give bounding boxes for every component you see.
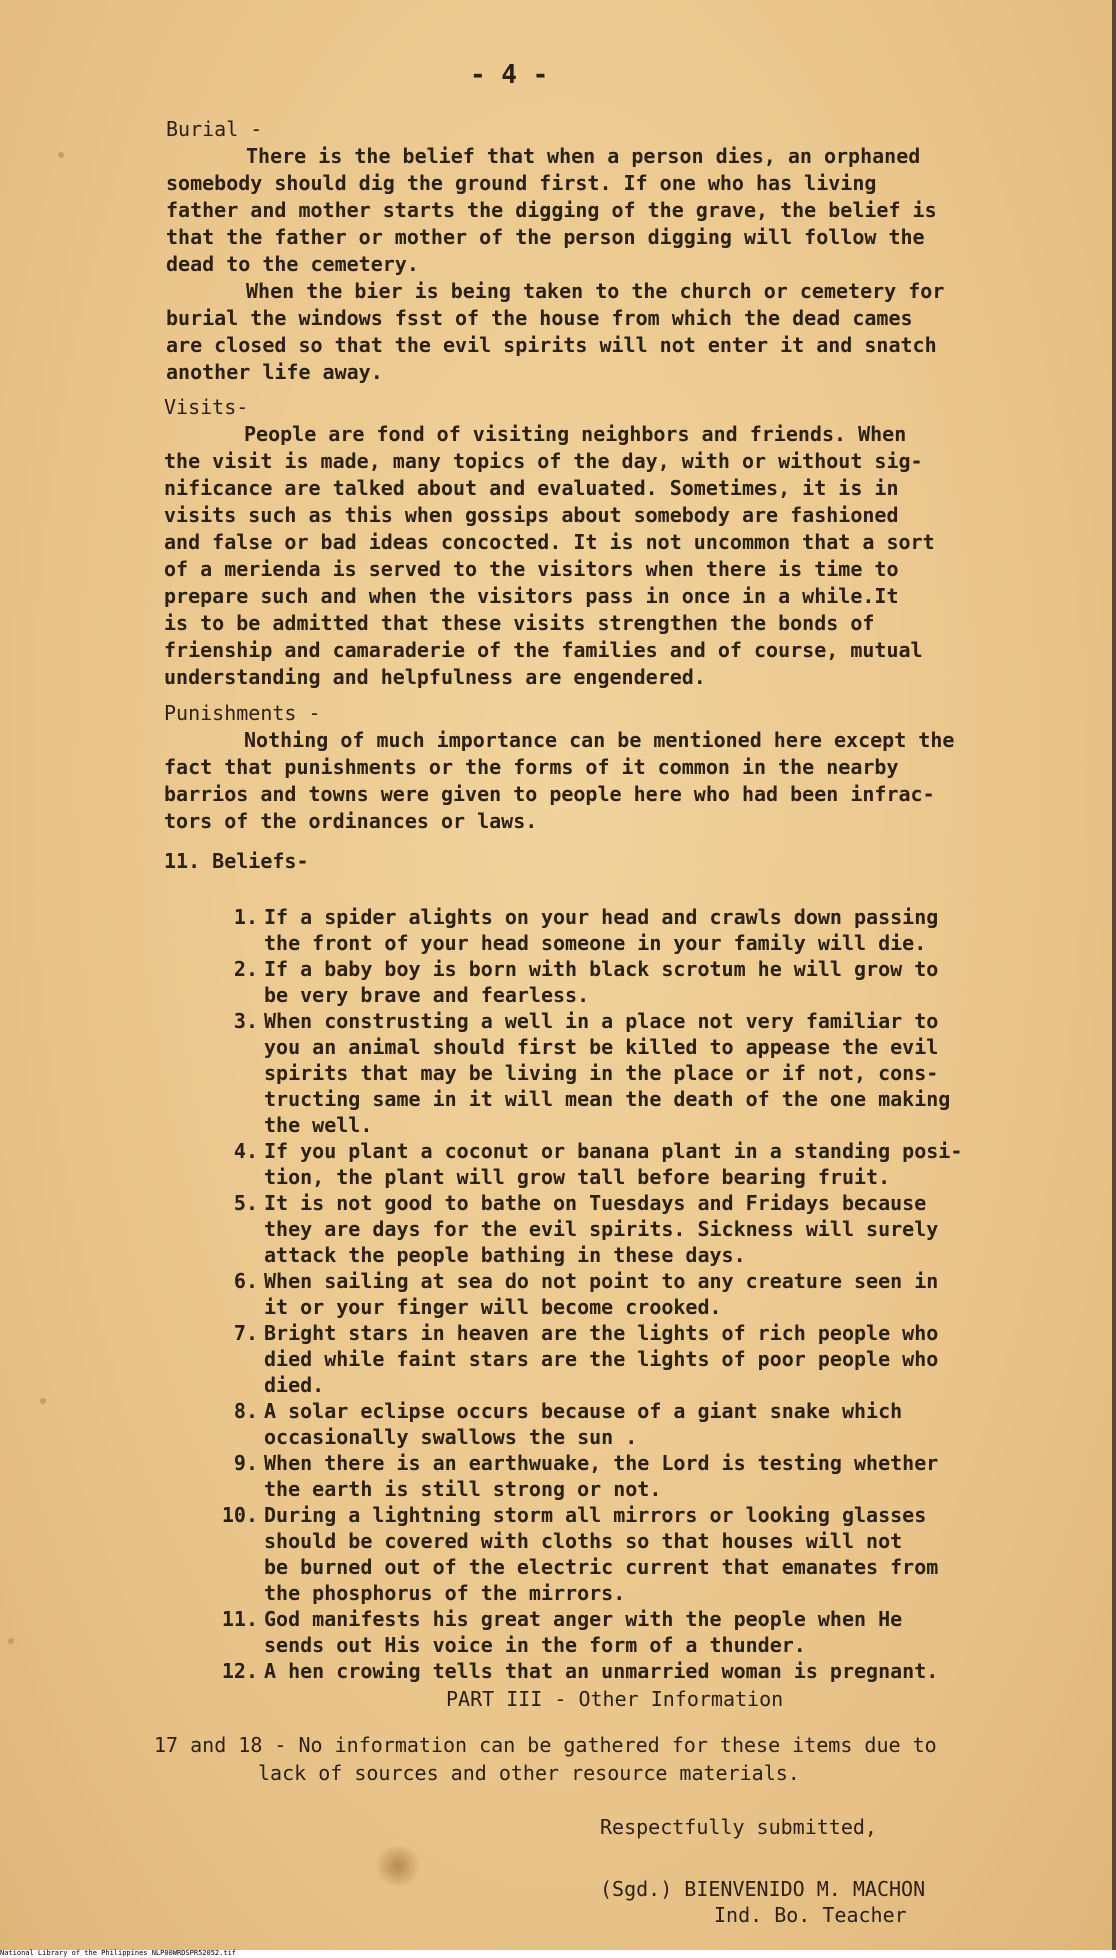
belief-text: attack the people bathing in these days. [264, 1243, 746, 1267]
belief-text: it or your finger will become crooked. [264, 1295, 722, 1319]
page-number: - 4 - [470, 60, 549, 90]
belief-text: the earth is still strong or not. [264, 1477, 662, 1501]
beliefs-heading: 11. Beliefs- [164, 849, 309, 873]
burial-line: burial the windows fsst of the house from which the dead cames [166, 306, 913, 330]
belief-number: 11. [221, 1607, 258, 1631]
belief-text: tructing same in it will mean the death of the one making [264, 1087, 951, 1111]
punishments-line: Nothing of much importance can be mentioned here except the [244, 728, 955, 752]
visits-line: is to be admitted that these visits strengthen the bonds of [164, 611, 875, 635]
visits-section [164, 394, 935, 691]
belief-text: Bright stars in heaven are the lights of rich people who [264, 1321, 939, 1345]
visits-line: prepare such and when the visitors pass in once in a while.It [164, 584, 899, 608]
punishments-line: fact that punishments or the forms of it common in the nearby [164, 755, 899, 779]
burial-heading: Burial - [166, 117, 263, 141]
paper-stain [372, 1846, 424, 1886]
visits-line: visits such as this when gossips about somebody are fashioned [164, 503, 899, 527]
part3-line: 17 and 18 - No information can be gathered for these items due to [154, 1733, 937, 1757]
belief-number: 6. [233, 1269, 258, 1293]
belief-text: the phosphorus of the mirrors. [264, 1581, 626, 1605]
burial-section [166, 116, 944, 386]
belief-text: be very brave and fearless. [264, 983, 590, 1007]
belief-text: If a baby boy is born with black scrotum he will grow to [264, 957, 939, 981]
belief-text: It is not good to bathe on Tuesdays and Fridays because [264, 1191, 927, 1215]
belief-text: sends out His voice in the form of a thunder. [264, 1633, 806, 1657]
belief-number: 3. [233, 1009, 258, 1033]
closing-submitted: Respectfully submitted, [600, 1815, 877, 1839]
belief-text: you an animal should first be killed to appease the evil [264, 1035, 939, 1059]
belief-text: should be covered with cloths so that houses will not [264, 1529, 903, 1553]
belief-text: the front of your head someone in your family will die. [264, 931, 927, 955]
punishments-section [164, 700, 954, 835]
visits-line: nificance are talked about and evaluated. Sometimes, it is in [164, 476, 899, 500]
punishments-line: tors of the ordinances or laws. [164, 809, 538, 833]
page-edge [1112, 0, 1116, 1950]
belief-text: be burned out of the electric current that emanates from [264, 1555, 939, 1579]
belief-number: 7. [233, 1321, 258, 1345]
belief-text: the well. [264, 1113, 373, 1137]
visits-line: People are fond of visiting neighbors and friends. When [244, 422, 907, 446]
part3-line: lack of sources and other resource materials. [258, 1761, 800, 1785]
signature-title: Ind. Bo. Teacher [714, 1903, 907, 1927]
belief-number: 12. [221, 1659, 258, 1683]
belief-text: God manifests his great anger with the people when He [264, 1607, 903, 1631]
belief-number: 5. [233, 1191, 258, 1215]
belief-text: A solar eclipse occurs because of a giant snake which [264, 1399, 903, 1423]
belief-number: 10. [221, 1503, 258, 1527]
burial-line: somebody should dig the ground first. If one who has living [166, 171, 877, 195]
belief-number: 8. [233, 1399, 258, 1423]
belief-text: When sailing at sea do not point to any creature seen in [264, 1269, 939, 1293]
burial-line: There is the belief that when a person dies, an orphaned [246, 144, 921, 168]
visits-line: of a merienda is served to the visitors when there is time to [164, 557, 899, 581]
belief-text: If you plant a coconut or banana plant in a standing posi- [264, 1139, 963, 1163]
paper-speck [40, 1398, 46, 1404]
burial-line: are closed so that the evil spirits will not enter it and snatch [166, 333, 937, 357]
footer-source: National Library of the Philippines NLP00WRDSPR52052.tif [0, 1949, 237, 1957]
burial-line: another life away. [166, 360, 383, 384]
paper-speck [58, 152, 64, 158]
visits-line: and false or bad ideas concocted. It is not uncommon that a sort [164, 530, 935, 554]
signature-name: (Sgd.) BIENVENIDO M. MACHON [600, 1877, 926, 1901]
belief-text: If a spider alights on your head and crawls down passing [264, 905, 939, 929]
visits-line: the visit is made, many topics of the day, with or without sig- [164, 449, 923, 473]
belief-number: 9. [233, 1451, 258, 1475]
burial-line: father and mother starts the digging of the grave, the belief is [166, 198, 937, 222]
belief-text: When there is an earthwuake, the Lord is testing whether [264, 1451, 939, 1475]
visits-line: frienship and camaraderie of the families and of course, mutual [164, 638, 923, 662]
belief-text: spirits that may be living in the place or if not, cons- [264, 1061, 939, 1085]
visits-heading: Visits- [164, 395, 249, 419]
belief-text: A hen crowing tells that an unmarried woman is pregnant. [264, 1659, 939, 1683]
belief-text: During a lightning storm all mirrors or looking glasses [264, 1503, 927, 1527]
belief-text: occasionally swallows the sun . [264, 1425, 638, 1449]
burial-line: When the bier is being taken to the church or cemetery for [246, 279, 945, 303]
paper-speck [8, 1638, 14, 1644]
visits-line: understanding and helpfulness are engendered. [164, 665, 706, 689]
belief-text: they are days for the evil spirits. Sickness will surely [264, 1217, 939, 1241]
belief-text: died. [264, 1373, 325, 1397]
belief-number: 2. [233, 957, 258, 981]
burial-line: dead to the cemetery. [166, 252, 419, 276]
belief-text: tion, the plant will grow tall before bearing fruit. [264, 1165, 891, 1189]
belief-text: died while faint stars are the lights of poor people who [264, 1347, 939, 1371]
burial-line: that the father or mother of the person digging will follow the [166, 225, 925, 249]
punishments-heading: Punishments - [164, 701, 321, 725]
belief-number: 4. [233, 1139, 258, 1163]
belief-text: When construsting a well in a place not very familiar to [264, 1009, 939, 1033]
part3-heading: PART III - Other Information [446, 1687, 784, 1711]
belief-number: 1. [233, 905, 258, 929]
punishments-line: barrios and towns were given to people here who had been infrac- [164, 782, 935, 806]
